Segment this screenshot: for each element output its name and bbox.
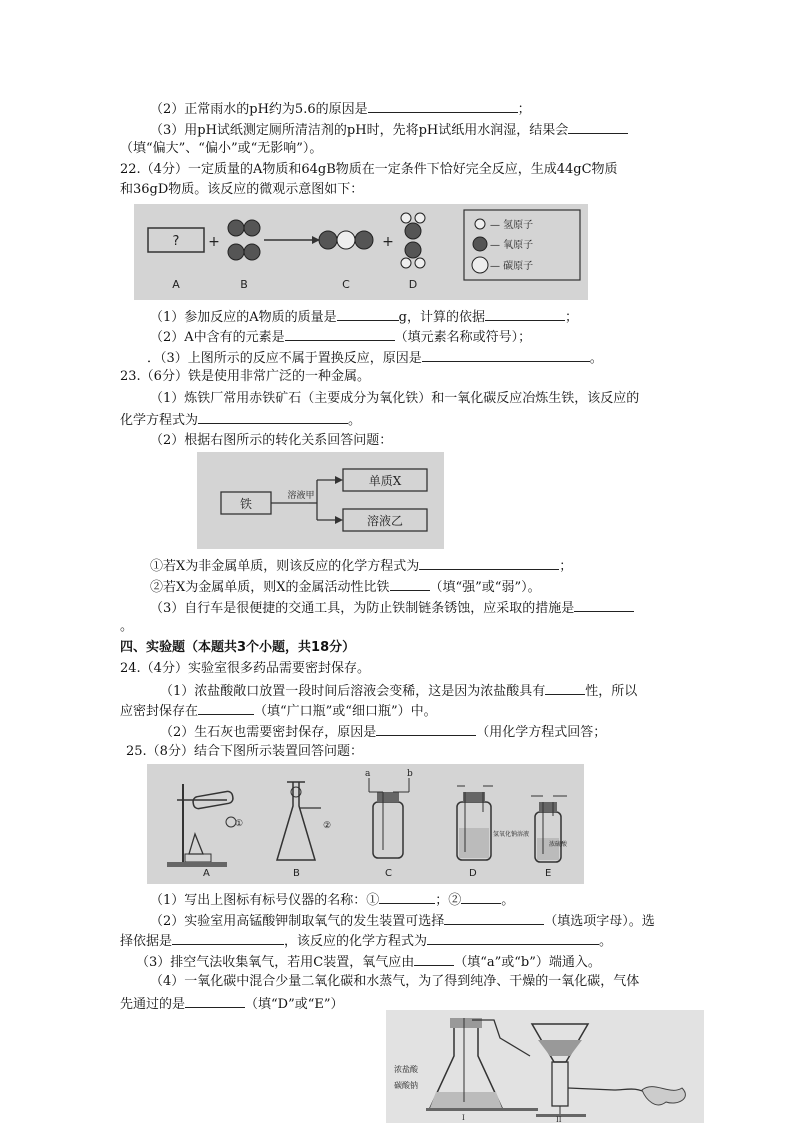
carbonate-label: 碳酸钠 <box>394 1081 418 1090</box>
q23-sub2: （2）根据右图所示的转化关系回答问题： <box>150 433 393 448</box>
q22-sub3: ．（3）上图所示的反应不属于置换反应，原因是 。 <box>147 351 603 366</box>
q22-sub2: （2）A中含有的元素是 （填元素名称或符号）； <box>150 330 532 345</box>
legend-oxygen: — 氧原子 <box>490 240 534 251</box>
svg-text:+: + <box>382 234 394 250</box>
q21-sub2: （2）正常雨水的pH约为5.6的原因是 ； <box>150 102 531 117</box>
plus-sign: + <box>208 234 220 250</box>
answer-blank[interactable] <box>390 578 430 591</box>
q22-reaction-figure <box>134 204 588 300</box>
apparatus-a <box>167 784 236 867</box>
q23-sub1-cont: 化学方程式为 。 <box>120 413 362 428</box>
answer-blank[interactable] <box>444 912 544 925</box>
apparatus-e <box>531 796 567 862</box>
q23-case1: ①若X为非金属单质，则该反应的化学方程式为 ； <box>150 559 573 574</box>
acid-label: 浓盐酸 <box>394 1065 418 1074</box>
q22-stem: 22.（4分）一定质量的A物质和64gB物质在一定条件下恰好完全反应，生成44gC物质 <box>120 162 618 177</box>
answer-blank[interactable] <box>198 702 254 715</box>
section-title: 四、实验题（本题共3个小题，共18分） <box>120 640 356 655</box>
answer-blank[interactable] <box>419 557 559 570</box>
q25-sub4-cont: 先通过的是 （填“D”或“E”） <box>120 997 344 1012</box>
apparatus-b <box>277 782 321 860</box>
answer-blank[interactable] <box>198 411 348 424</box>
mark-b: b <box>407 769 413 779</box>
q21-sub3: （3）用pH试纸测定厕所清洁剂的pH时，先将pH试纸用水润湿，结果会 <box>150 121 628 139</box>
label-i: I <box>462 1114 465 1122</box>
legend-hydrogen: — 氢原子 <box>490 220 534 231</box>
q25-sub2: （2）实验室用高锰酸钾制取氧气的发生装置可选择 （填选项字母）。选 <box>150 914 655 929</box>
q23-stem: 23.（6分）铁是使用非常广泛的一种金属。 <box>120 369 370 384</box>
flask-i <box>426 1018 538 1111</box>
q25-sub2-cont: 择依据是 ，该反应的化学方程式为 。 <box>120 934 613 949</box>
answer-blank[interactable] <box>337 308 399 321</box>
q24-sub1-cont: 应密封保存在 （填“广口瓶”或“细口瓶”）中。 <box>120 704 437 719</box>
answer-blank[interactable] <box>285 328 395 341</box>
q23-sub3: （3）自行车是很便捷的交通工具，为防止铁制链条锈蚀，应采取的措施是 <box>150 599 634 617</box>
q24-sub1: （1）浓盐酸敞口放置一段时间后溶液会变稀，这是因为浓盐酸具有 性，所以 <box>160 684 638 699</box>
q23-conversion-figure <box>197 452 444 549</box>
mark-one: ① <box>235 819 244 829</box>
e-liquid-label: 浓硫酸 <box>549 841 568 848</box>
q25-sub4: （4）一氧化碳中混合少量二氧化碳和水蒸气，为了得到纯净、干燥的一氧化碳，气体 <box>150 974 640 989</box>
q25-stem: 25.（8分）结合下图所示装置回答问题： <box>126 744 363 759</box>
answer-blank[interactable] <box>368 100 518 113</box>
iron-label: 铁 <box>239 497 253 511</box>
answer-blank[interactable] <box>185 995 245 1008</box>
mark-a: a <box>365 769 371 779</box>
label-ii: II <box>556 1116 562 1123</box>
answer-blank[interactable] <box>574 599 634 612</box>
q22-stem-cont: 和36gD物质。该反应的微观示意图如下： <box>120 182 364 197</box>
q23-case2: ②若X为金属单质，则X的金属活动性比铁 （填“强”或“弱”）。 <box>150 580 541 595</box>
q25-sub1: （1）写出上图标有标号仪器的名称：① ；② 。 <box>150 893 515 908</box>
funnel-ii <box>532 1024 685 1117</box>
answer-blank[interactable] <box>461 891 501 904</box>
answer-blank[interactable] <box>376 723 476 736</box>
label-b: B <box>293 868 300 879</box>
answer-blank[interactable] <box>427 932 599 945</box>
answer-blank[interactable] <box>172 932 284 945</box>
label-a: A <box>172 278 180 291</box>
q25-sub3: （3）排空气法收集氧气，若用C装置，氧气应由 （填“a”或“b”）端通入。 <box>136 955 601 970</box>
mark-two: ② <box>323 821 332 831</box>
element-x-label: 单质X <box>368 474 402 488</box>
q24-sub2: （2）生石灰也需要密封保存，原因是 （用化学方程式回答； <box>160 725 607 740</box>
answer-blank[interactable] <box>485 308 565 321</box>
q22-sub1: （1）参加反应的A物质的质量是 g，计算的依据 ； <box>150 310 579 325</box>
solution-yi-label: 溶液乙 <box>366 514 404 528</box>
answer-blank[interactable] <box>545 682 585 695</box>
apparatus-c <box>369 778 409 858</box>
label-c: C <box>385 868 392 879</box>
label-e: E <box>545 868 552 879</box>
label-d: D <box>408 278 418 291</box>
q21-sub3-hint: （填“偏大”、“偏小”或“无影响”）。 <box>120 141 323 156</box>
label-b: B <box>240 278 248 291</box>
apparatus-d <box>457 786 493 860</box>
label-c: C <box>342 278 350 291</box>
q24-stem: 24.（4分）实验室很多药品需要密封保存。 <box>120 661 370 676</box>
label-d: D <box>469 868 477 879</box>
answer-blank[interactable] <box>568 121 628 134</box>
answer-blank[interactable] <box>414 953 454 966</box>
answer-blank[interactable] <box>422 349 590 362</box>
label-a: A <box>203 868 210 879</box>
q25-apparatus-figure <box>147 764 584 884</box>
legend-carbon: — 碳原子 <box>490 261 534 272</box>
answer-blank[interactable] <box>379 891 435 904</box>
solution-label: 溶液甲 <box>287 491 315 501</box>
gas-generation-figure <box>386 1010 704 1123</box>
q23-sub3-end: 。 <box>120 619 134 634</box>
q23-sub1: （1）炼铁厂常用赤铁矿石（主要成分为氧化铁）和一氧化碳反应冶炼生铁，该反应的 <box>150 391 640 406</box>
d-liquid-label: 氢氧化钠溶液 <box>493 831 530 838</box>
unknown-mark: ? <box>172 234 180 249</box>
